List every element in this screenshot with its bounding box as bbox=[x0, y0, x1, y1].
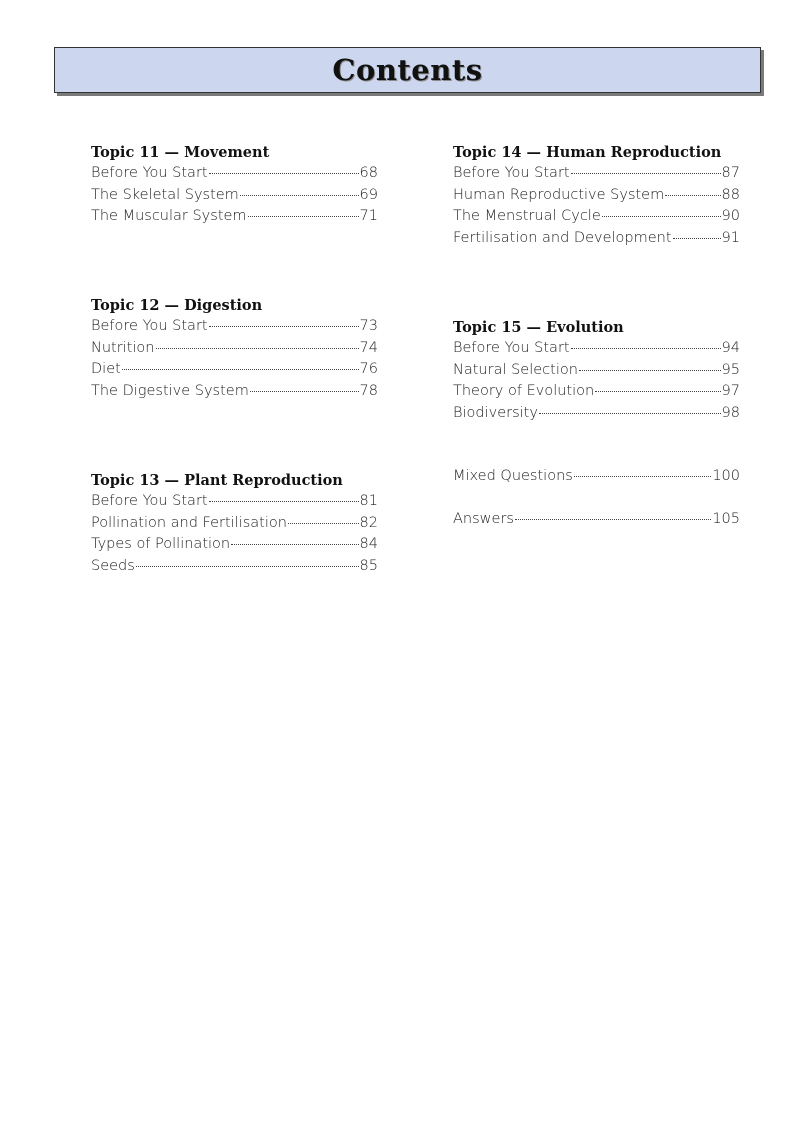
toc-entry[interactable] bbox=[91, 513, 378, 535]
toc-entry-page: 71 bbox=[359, 208, 378, 225]
toc-entry-page: 105 bbox=[712, 511, 740, 527]
answers-section bbox=[453, 509, 740, 531]
toc-entry-label: Before You Start bbox=[453, 340, 570, 356]
toc-entry[interactable] bbox=[91, 534, 378, 556]
toc-entry-page: 82 bbox=[359, 514, 378, 531]
toc-entry-page: 91 bbox=[721, 229, 740, 246]
toc-entry[interactable] bbox=[453, 338, 740, 360]
topic-heading: Topic 15 — Evolution bbox=[453, 319, 624, 336]
toc-entry[interactable] bbox=[453, 381, 740, 403]
toc-entry-page: 69 bbox=[359, 186, 378, 203]
dot-leader bbox=[288, 523, 359, 524]
topic-section-digestion bbox=[91, 295, 378, 402]
toc-entry-label: Types of Pollination bbox=[91, 536, 231, 553]
toc-entry[interactable] bbox=[453, 206, 740, 228]
dot-leader bbox=[665, 195, 720, 196]
toc-entry-label: Pollination and Fertilisation bbox=[91, 514, 287, 531]
toc-entry-label: Natural Selection bbox=[453, 361, 578, 378]
toc-entry-page: 95 bbox=[721, 361, 740, 378]
dot-leader bbox=[136, 566, 359, 567]
toc-entry-label: Mixed Questions bbox=[453, 468, 573, 484]
dot-leader bbox=[595, 391, 720, 392]
toc-entry-page: 97 bbox=[721, 383, 740, 400]
topic-section-evolution bbox=[453, 317, 740, 424]
dot-leader bbox=[122, 369, 359, 370]
toc-entry[interactable] bbox=[91, 381, 378, 403]
toc-entry[interactable] bbox=[453, 163, 740, 185]
topic-section-plant-reproduction bbox=[91, 470, 378, 577]
topic-heading: Topic 11 — Movement bbox=[91, 144, 270, 161]
toc-entry-page: 85 bbox=[359, 557, 378, 574]
toc-entry-page: 78 bbox=[359, 382, 378, 399]
toc-entry-page: 90 bbox=[721, 208, 740, 225]
toc-entry-label: Before You Start bbox=[91, 493, 208, 509]
toc-entry[interactable] bbox=[91, 185, 378, 207]
toc-entry-page: 68 bbox=[359, 165, 378, 181]
toc-entry-page: 87 bbox=[721, 165, 740, 181]
toc-entry[interactable] bbox=[453, 403, 740, 425]
page-title: Contents bbox=[332, 53, 483, 87]
dot-leader bbox=[571, 173, 721, 174]
toc-entry-page: 88 bbox=[721, 186, 740, 203]
toc-entry[interactable] bbox=[91, 359, 378, 381]
toc-entry-answers[interactable] bbox=[453, 509, 740, 531]
toc-entry-page: 84 bbox=[359, 536, 378, 553]
toc-entry-label: Human Reproductive System bbox=[453, 186, 665, 203]
toc-entry-label: The Muscular System bbox=[91, 208, 247, 225]
dot-leader bbox=[673, 238, 721, 239]
toc-entry-page: 76 bbox=[359, 361, 378, 378]
dot-leader bbox=[240, 195, 359, 196]
toc-entry-page: 74 bbox=[359, 339, 378, 356]
toc-entry[interactable] bbox=[453, 185, 740, 207]
toc-entry-label: Before You Start bbox=[91, 318, 208, 334]
extras-section bbox=[453, 466, 740, 488]
toc-entry-label: Before You Start bbox=[91, 165, 208, 181]
dot-leader bbox=[571, 348, 721, 349]
dot-leader bbox=[209, 173, 359, 174]
toc-entry-label: The Digestive System bbox=[91, 382, 249, 399]
dot-leader bbox=[574, 476, 711, 477]
dot-leader bbox=[602, 216, 721, 217]
toc-entry[interactable] bbox=[453, 228, 740, 250]
toc-entry[interactable] bbox=[91, 556, 378, 578]
dot-leader bbox=[250, 391, 359, 392]
topic-section-movement bbox=[91, 142, 378, 228]
dot-leader bbox=[539, 413, 721, 414]
toc-entry-page: 94 bbox=[721, 340, 740, 356]
toc-entry-label: Nutrition bbox=[91, 339, 155, 356]
toc-entry-label: Diet bbox=[91, 361, 121, 378]
toc-entry-label: The Skeletal System bbox=[91, 186, 239, 203]
toc-entry-label: Biodiversity bbox=[453, 404, 538, 421]
dot-leader bbox=[209, 501, 359, 502]
toc-entry-page: 81 bbox=[359, 493, 378, 509]
topic-heading: Topic 12 — Digestion bbox=[91, 297, 263, 314]
dot-leader bbox=[515, 519, 711, 520]
dot-leader bbox=[156, 348, 359, 349]
topic-section-human-reproduction bbox=[453, 142, 740, 249]
toc-entry[interactable] bbox=[91, 206, 378, 228]
toc-entry-page: 73 bbox=[359, 318, 378, 334]
toc-entry-label: The Menstrual Cycle bbox=[453, 208, 601, 225]
topic-heading: Topic 14 — Human Reproduction bbox=[453, 144, 722, 161]
dot-leader bbox=[209, 326, 359, 327]
topic-heading: Topic 13 — Plant Reproduction bbox=[91, 472, 343, 489]
toc-entry-label: Fertilisation and Development bbox=[453, 229, 672, 246]
contents-title-bar bbox=[54, 47, 761, 93]
toc-entry[interactable] bbox=[453, 360, 740, 382]
toc-entry-label: Before You Start bbox=[453, 165, 570, 181]
toc-entry-label: Theory of Evolution bbox=[453, 383, 595, 400]
toc-entry[interactable] bbox=[91, 338, 378, 360]
toc-entry[interactable] bbox=[91, 491, 378, 513]
toc-entry[interactable] bbox=[91, 316, 378, 338]
toc-entry-label: Answers bbox=[453, 511, 514, 527]
toc-entry[interactable] bbox=[91, 163, 378, 185]
dot-leader bbox=[231, 544, 358, 545]
toc-entry-label: Seeds bbox=[91, 557, 135, 574]
toc-entry-mixed-questions[interactable] bbox=[453, 466, 740, 488]
toc-entry-page: 100 bbox=[712, 468, 740, 484]
dot-leader bbox=[579, 370, 721, 371]
toc-entry-page: 98 bbox=[721, 404, 740, 421]
dot-leader bbox=[248, 216, 359, 217]
